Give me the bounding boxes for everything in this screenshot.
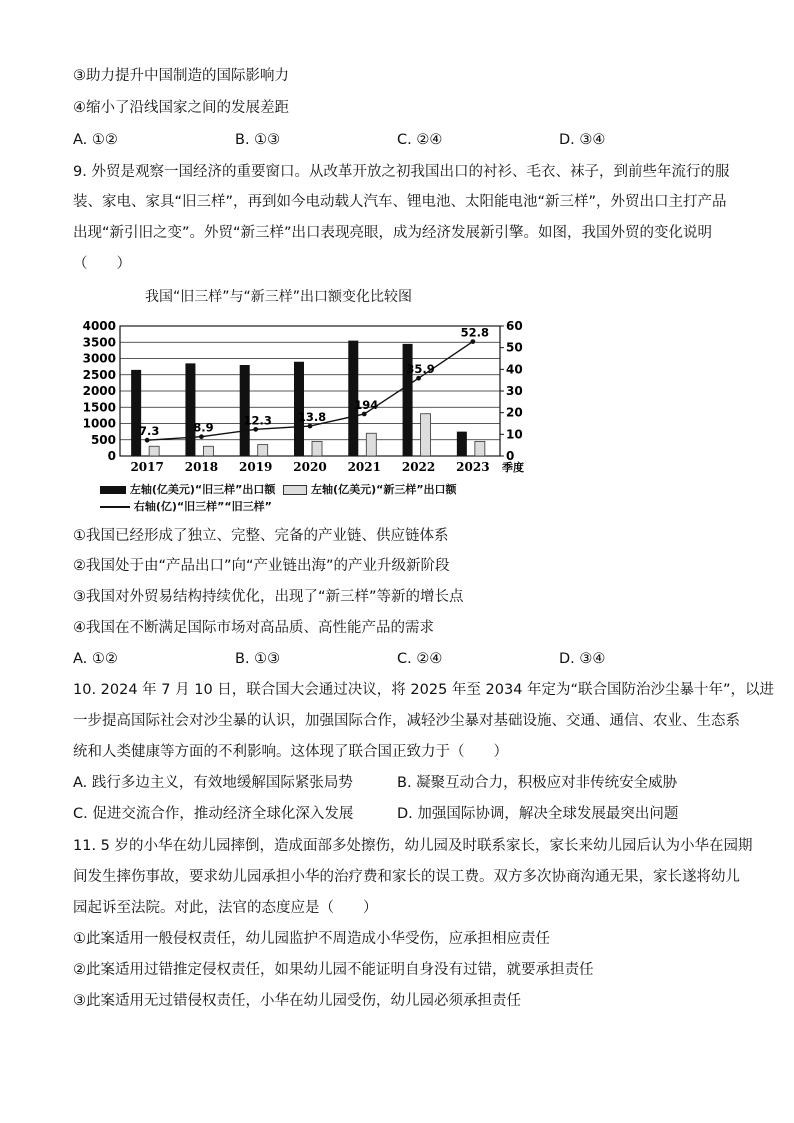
- y-right-tick-label: 30: [506, 384, 523, 398]
- line-point: [145, 438, 150, 443]
- q9-item-3: ③我国对外贸易结构持续优化，出现了“新三样”等新的增长点: [73, 589, 464, 605]
- y-left-tick-label: 2000: [82, 384, 116, 398]
- chart-legend-row-2: [100, 498, 272, 514]
- q8-option-c[interactable]: C. ②④: [397, 132, 443, 148]
- q9-item-1: ①我国已经形成了独立、完整、完备的产业链、供应链体系: [73, 528, 449, 544]
- q10-option-c[interactable]: C. 促进交流合作，推动经济全球化深入发展: [73, 806, 354, 822]
- q8-item-4: ④缩小了沿线国家之间的发展差距: [73, 100, 289, 116]
- y-left-tick-label: 2500: [82, 367, 116, 382]
- q8-option-b[interactable]: B. ①③: [235, 132, 281, 148]
- x-tick-label: 2019: [239, 460, 273, 474]
- line-data-label: 8.9: [193, 420, 214, 435]
- y-right-tick-label: 60: [506, 319, 523, 333]
- legend-label-line: 右轴(亿)“旧三样”“旧三样”: [133, 500, 272, 513]
- bar-new-three: [149, 446, 159, 456]
- legend-swatch-old: [100, 486, 126, 494]
- q8-option-d[interactable]: D. ③④: [559, 132, 606, 148]
- bar-new-three: [312, 441, 322, 456]
- line-point: [253, 427, 258, 432]
- q9-stem-line-3: 出现“新引旧之变”。外贸“新三样”出口表现亮眼，成为经济发展新引擎。如图，我国外贸的变化说明: [73, 225, 713, 241]
- bar-old-three: [457, 432, 467, 456]
- x-tick-label: 2020: [293, 460, 327, 474]
- y-left-tick-label: 500: [90, 432, 116, 447]
- line-data-label: 35.9: [406, 362, 435, 377]
- q10-stem-line-3: 统和人类健康等方面的不利影响。这体现了联合国正致力于（ ）: [73, 744, 508, 760]
- q11-stem-line-3: 园起诉至法院。对此，法官的态度应是（ ）: [73, 900, 378, 916]
- line-data-label: 12.3: [243, 413, 272, 428]
- y-left-tick-label: 4000: [82, 319, 116, 333]
- bar-old-three: [185, 363, 195, 456]
- x-tick-label: 2017: [130, 460, 164, 474]
- y-right-tick-label: 40: [506, 362, 523, 377]
- y-left-tick-label: 1000: [82, 416, 116, 431]
- legend-label-old: 左轴(亿美元)“旧三样”出口额: [129, 483, 276, 496]
- line-point: [470, 339, 475, 344]
- x-tick-label: 2018: [184, 460, 219, 474]
- q10-stem-line-2: 一步提高国际社会对沙尘暴的认识，加强国际合作，减轻沙尘暴对基础设施、交通、通信、农业、生态系: [73, 713, 740, 729]
- line-data-label: 52.8: [460, 325, 490, 340]
- q11-item-3: ③此案适用无过错侵权责任，小华在幼儿园受伤，幼儿园必须承担责任: [73, 993, 521, 1009]
- q9-item-4: ④我国在不断满足国际市场对高品质、高性能产品的需求: [73, 620, 434, 636]
- x-tick-label: 2023: [456, 460, 490, 474]
- q10-option-d[interactable]: D. 加强国际协调，解决全球发展最突出问题: [397, 806, 679, 822]
- y-left-tick-label: 3500: [82, 335, 116, 350]
- q11-item-1: ①此案适用一般侵权责任，幼儿园监护不周造成小华受伤，应承担相应责任: [73, 931, 550, 947]
- q10-option-b[interactable]: B. 凝聚互动合力，积极应对非传统安全威胁: [397, 775, 678, 791]
- q9-option-a[interactable]: A. ①②: [73, 651, 118, 667]
- q9-item-2: ②我国处于由“产品出口”向“产业链出海”的产业升级新阶段: [73, 558, 450, 574]
- legend-label-new: 左轴(亿美元)“新三样”出口额: [311, 483, 457, 496]
- chart-grid: [120, 326, 504, 456]
- y-right-tick-label: 20: [506, 405, 523, 420]
- line-data-label: 7.3: [138, 424, 160, 439]
- q8-option-a[interactable]: A. ①②: [73, 132, 118, 148]
- y-right-tick-label: 10: [506, 427, 523, 442]
- bar-old-three: [240, 365, 250, 456]
- bar-new-three: [258, 445, 268, 456]
- line-data-label: 194: [354, 397, 379, 412]
- q9-stem-line-1: 9. 外贸是观察一国经济的重要窗口。从改革开放之初我国出口的衬衫、毛衣、袜子，到前些年流行的服: [73, 164, 730, 180]
- y-left-tick-label: 3000: [82, 351, 116, 366]
- q9-option-d[interactable]: D. ③④: [559, 651, 606, 667]
- bar-old-three: [294, 362, 304, 456]
- x-tick-label: 2021: [347, 460, 381, 474]
- q11-stem-line-1: 11. 5 岁的小华在幼儿园摔倒，造成面部多处擦伤，幼儿园及时联系家长，家长来幼儿园后认为小华在园期: [73, 838, 753, 854]
- line-point: [416, 376, 421, 381]
- bar-new-three: [475, 441, 485, 456]
- q10-option-a[interactable]: A. 践行多边主义，有效地缓解国际紧张局势: [73, 775, 353, 791]
- x-axis-suffix: 季度: [502, 461, 524, 474]
- bar-old-three: [131, 370, 141, 456]
- line-point: [362, 412, 367, 417]
- line-data-label: 13.8: [297, 410, 327, 425]
- y-right-tick-label: 0: [506, 449, 515, 463]
- y-left-tick-label: 1500: [82, 400, 116, 415]
- bar-new-three: [366, 433, 376, 456]
- q9-stem-line-2: 装、家电、家具“旧三样”，再到如今电动载人汽车、锂电池、太阳能电池“新三样”，外贸出口主打产品: [73, 194, 727, 210]
- q11-stem-line-2: 间发生摔伤事故，要求幼儿园承担小华的治疗费和家长的误工费。双方多次协商沟通无果，家长遂将幼儿: [73, 869, 740, 885]
- line-point: [308, 424, 313, 429]
- bar-new-three: [203, 446, 213, 456]
- bar-old-three: [403, 344, 413, 456]
- q11-item-2: ②此案适用过错推定侵权责任，如果幼儿园不能证明自身没有过错，就要承担责任: [73, 962, 594, 978]
- x-tick-label: 2022: [401, 460, 436, 474]
- export-comparison-chart: [80, 312, 530, 482]
- q8-item-3: ③助力提升中国制造的国际影响力: [73, 68, 289, 84]
- legend-line-swatch: [100, 506, 130, 508]
- q10-stem-line-1: 10. 2024 年 7 月 10 日，联合国大会通过决议，将 2025 年至 2034 年定为“联合国防治沙尘暴十年”，以进: [73, 682, 775, 698]
- y-right-tick-label: 50: [506, 340, 523, 355]
- chart-title: 我国“旧三样”与“新三样”出口额变化比较图: [145, 289, 413, 305]
- bar-new-three: [421, 414, 431, 456]
- chart-legend-row-1: [100, 481, 457, 497]
- q9-option-b[interactable]: B. ①③: [235, 651, 281, 667]
- y-left-tick-label: 0: [107, 449, 116, 463]
- q9-option-c[interactable]: C. ②④: [397, 651, 443, 667]
- line-point: [199, 434, 204, 439]
- legend-swatch-new: [283, 485, 307, 495]
- q9-answer-blank: （ ）: [73, 256, 131, 272]
- chart-bars: [131, 341, 485, 456]
